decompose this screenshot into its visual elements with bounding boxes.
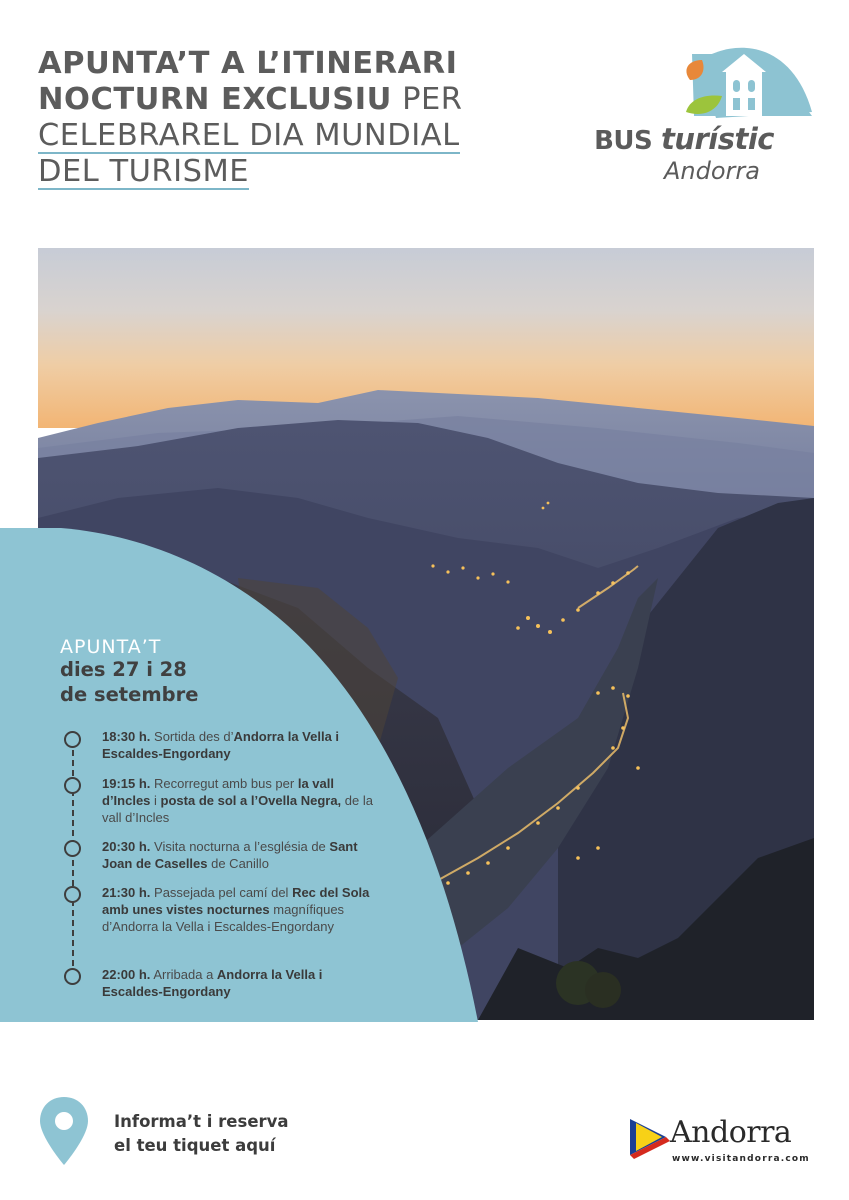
schedule-text: Passejada pel camí del (150, 885, 293, 900)
headline-line-3-a: CELEBRAR (38, 118, 202, 153)
location-pin-icon[interactable] (38, 1095, 90, 1167)
schedule-step (102, 884, 382, 935)
logo-bus: BUS (594, 126, 653, 156)
visitandorra-url[interactable]: www.visitandorra.com (672, 1154, 810, 1164)
logo-andorra: Andorra (664, 157, 760, 185)
panel-apunta: APUNTA’T (60, 636, 162, 658)
logo-turistic: turístic (660, 122, 774, 156)
headline-line-2 (38, 82, 558, 118)
schedule-text: Recorregut amb bus per (150, 776, 298, 791)
schedule-step (102, 775, 382, 826)
timeline-dot (64, 968, 81, 985)
timeline-dot (64, 840, 81, 857)
schedule-text: Sant Joan de Caselles (102, 839, 358, 871)
timeline-dot (64, 777, 81, 794)
cta-line-1: Informa’t i reserva (114, 1112, 289, 1131)
reserve-link[interactable] (114, 1110, 289, 1158)
timeline-dot (64, 731, 81, 748)
headline-line-2-bold: NOCTURN EXCLUSIU (38, 82, 392, 117)
headline-line-4 (38, 154, 558, 190)
schedule-time: 21:30 h. (102, 885, 151, 900)
schedule-text: de la vall d’Incles (102, 793, 373, 825)
headline-line-3 (38, 118, 558, 154)
schedule-text: i (150, 793, 161, 808)
headline (38, 46, 558, 190)
schedule-text: Rec del Sola amb unes vistes nocturnes (102, 885, 370, 917)
schedule-text: Andorra la Vella i Escaldes-Engordany (102, 967, 323, 999)
schedule-text: Andorra la Vella i Escaldes-Engordany (102, 729, 340, 761)
schedule-step (102, 728, 382, 762)
schedule-text: la vall d’Incles (102, 776, 334, 808)
schedule-text: Visita nocturna a l’església de (150, 839, 330, 854)
schedule-time: 18:30 h. (102, 729, 151, 744)
cta-line-2: el teu tiquet aquí (114, 1136, 276, 1155)
panel-dates (60, 657, 198, 707)
schedule-text: de Canillo (207, 856, 269, 871)
bus-turistic-wordmark (574, 122, 774, 184)
panel-dates-line-2: de setembre (60, 683, 199, 706)
andorra-brand: Andorra (670, 1115, 792, 1150)
timeline-dot (64, 886, 81, 903)
schedule-time: 22:00 h. (102, 967, 151, 982)
schedule-text: Arribada a (150, 967, 217, 982)
schedule-text: Sortida des d’ (150, 729, 234, 744)
schedule-time: 20:30 h. (102, 839, 151, 854)
schedule-time: 19:15 h. (102, 776, 151, 791)
headline-line-3-b: EL DIA MUNDIAL (201, 118, 460, 153)
headline-line-1: APUNTA’T A L’ITINERARI (38, 46, 458, 81)
schedule-text: magnífiques d’Andorra la Vella i Escaldes-Engordany (102, 902, 345, 934)
schedule-step (102, 838, 382, 872)
schedule-text: posta de sol a l’Ovella Negra, (160, 793, 342, 808)
timeline-line (72, 740, 74, 976)
headline-line-2-light: PER (391, 82, 463, 117)
schedule-step (102, 966, 382, 1000)
panel-dates-line-1: dies 27 i 28 (60, 658, 187, 681)
headline-line-4-text: DEL TURISME (38, 154, 250, 189)
